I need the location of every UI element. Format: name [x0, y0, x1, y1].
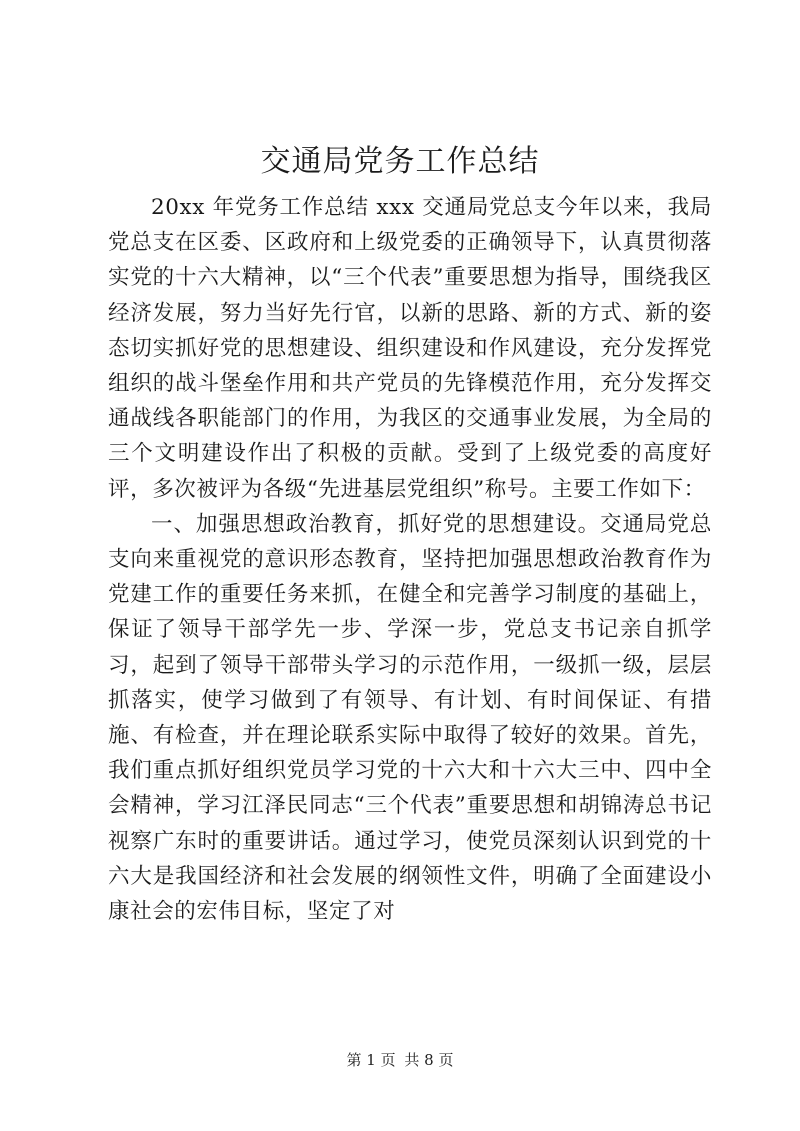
paragraph-section-one: 一、加强思想政治教育，抓好党的思想建设。交通局党总支向来重视党的意识形态教育，坚持把加强思想政治教育作为党建工作的重要任务来抓，在健全和完善学习制度的基础上，保证了领导干部学先一步、学深一步，党总支书记亲自抓学习，起到了领导干部带头学习的示范作用，一级抓一级，层层抓落实，使学习做到了有领导、有计划、有时间保证、有措施、有检查，并在理论联系实际中取得了较好的效果。首先，我们重点抓好组织党员学习党的十六大和十六大三中、四中全会精神，学习江泽民同志“三个代表”重要思想和胡锦涛总书记视察广东时的重要讲话。通过学习，使党员深刻认识到党的十六大是我国经济和社会发展的纲领性文件，明确了全面建设小康社会的宏伟目标，坚定了对 [108, 511, 712, 925]
paragraph-intro: 20xx 年党务工作总结 xxx 交通局党总支今年以来，我局党总支在区委、区政府和上级党委的正确领导下，认真贯彻落实党的十六大精神，以“三个代表”重要思想为指导，围绕我区经济发展，努力当好先行官，以新的思路、新的方式、新的姿态切实抓好党的思想建设、组织建设和作风建设，充分发挥党组织的战斗堡垒作用和共产党员的先锋模范作用，充分发挥交通战线各职能部门的作用，为我区的交通事业发展，为全局的三个文明建设作出了积极的贡献。受到了上级党委的高度好评，多次被评为各级“先进基层党组织”称号。主要工作如下： [108, 195, 712, 502]
document-body [108, 190, 712, 929]
page-number: 第 1 页 [346, 1051, 396, 1069]
page-footer [0, 1050, 800, 1070]
document-title: 交通局党务工作总结 [260, 144, 540, 179]
page-total: 共 8 页 [404, 1051, 454, 1069]
